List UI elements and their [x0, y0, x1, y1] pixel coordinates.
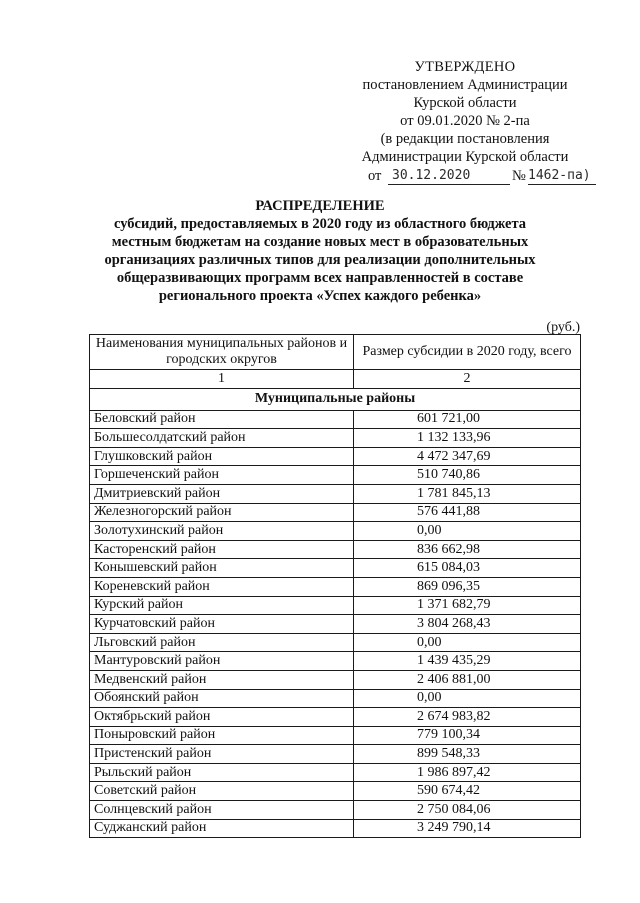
section-row [90, 388, 581, 410]
number-prefix: № [512, 168, 526, 184]
subsidy-amount-cell [354, 466, 581, 485]
approval-block [330, 58, 600, 187]
subsidy-amount: 615 084,03 [417, 560, 480, 576]
header-col-name: Наименования муниципальных районов и городских округов [90, 335, 354, 370]
table-header-row [90, 335, 581, 370]
subsidy-amount: 0,00 [417, 634, 442, 650]
subsidy-amount: 590 674,42 [417, 783, 480, 799]
district-name: Дмитриевский район [90, 484, 354, 503]
subtitle-line: общеразвивающих программ всех направленностей в составе [116, 270, 524, 286]
subsidy-amount: 2 406 881,00 [417, 671, 491, 687]
approval-line-5: Администрации Курской области [361, 149, 569, 165]
district-name: Медвенский район [90, 670, 354, 689]
subsidy-amount: 0,00 [417, 522, 442, 538]
subsidy-amount-cell [354, 429, 581, 448]
subtitle-line: субсидий, предоставляемых в 2020 году из областного бюджета [113, 216, 527, 232]
subsidy-amount: 576 441,88 [417, 504, 480, 520]
table-row [90, 763, 581, 782]
district-name: Мантуровский район [90, 652, 354, 671]
table-row [90, 540, 581, 559]
district-name: Курчатовский район [90, 615, 354, 634]
table-row [90, 670, 581, 689]
subsidy-amount-cell [354, 540, 581, 559]
district-name: Золотухинский район [90, 522, 354, 541]
subtitle-line: местным бюджетам на создание новых мест в образовательных [111, 234, 529, 250]
district-name: Курский район [90, 596, 354, 615]
table-row [90, 522, 581, 541]
district-name: Кореневский район [90, 577, 354, 596]
district-name: Касторенский район [90, 540, 354, 559]
district-name: Обоянский район [90, 689, 354, 708]
subsidy-amount-cell [354, 782, 581, 801]
subsidy-amount: 779 100,34 [417, 727, 480, 743]
distribution-table [89, 334, 581, 838]
district-name: Горшеченский район [90, 466, 354, 485]
district-name: Льговский район [90, 633, 354, 652]
district-name: Поныровский район [90, 726, 354, 745]
table-row [90, 410, 581, 429]
subsidy-amount: 869 096,35 [417, 578, 480, 594]
table-row [90, 782, 581, 801]
subsidy-amount: 2 674 983,82 [417, 708, 491, 724]
table-row [90, 429, 581, 448]
handwritten-number: 1462-па) [528, 168, 596, 185]
table-row [90, 652, 581, 671]
subsidy-amount: 836 662,98 [417, 541, 480, 557]
district-name: Глушковский район [90, 447, 354, 466]
subsidy-amount-cell [354, 819, 581, 838]
table-row [90, 484, 581, 503]
unit-label: (руб.) [546, 320, 580, 335]
subsidy-amount-cell [354, 726, 581, 745]
table-row [90, 819, 581, 838]
district-name: Солнцевский район [90, 801, 354, 820]
subsidy-amount-cell [354, 410, 581, 429]
subsidy-amount-cell [354, 652, 581, 671]
subsidy-amount-cell [354, 801, 581, 820]
approval-title: УТВЕРЖДЕНО [414, 59, 516, 75]
approval-line-4: (в редакции постановления [380, 131, 550, 147]
table-row [90, 503, 581, 522]
date-prefix: от [368, 168, 382, 184]
subsidy-amount-cell [354, 763, 581, 782]
subsidy-amount: 510 740,86 [417, 467, 480, 483]
district-name: Большесолдатский район [90, 429, 354, 448]
subsidy-amount: 3 249 790,14 [417, 820, 491, 836]
subtitle-line: регионального проекта «Успех каждого ребенка» [158, 288, 482, 304]
subsidy-amount-cell [354, 559, 581, 578]
subsidy-amount: 899 548,33 [417, 746, 480, 762]
district-name: Беловский район [90, 410, 354, 429]
subsidy-amount: 3 804 268,43 [417, 615, 491, 631]
subsidy-amount-cell [354, 689, 581, 708]
district-name: Октябрьский район [90, 708, 354, 727]
table-row [90, 577, 581, 596]
subsidy-amount: 1 371 682,79 [417, 597, 491, 613]
subsidy-amount: 2 750 084,06 [417, 801, 491, 817]
table-row [90, 708, 581, 727]
handwritten-date: 30.12.2020 [388, 168, 510, 185]
subsidy-amount-cell [354, 577, 581, 596]
subsidy-amount-cell [354, 633, 581, 652]
approval-date-line [330, 167, 600, 187]
table-index-row [90, 370, 581, 389]
index-col-1: 1 [90, 370, 354, 389]
table-row [90, 447, 581, 466]
district-name: Пристенский район [90, 745, 354, 764]
district-name: Конышевский район [90, 559, 354, 578]
table-row [90, 689, 581, 708]
subsidy-amount: 1 986 897,42 [417, 764, 491, 780]
subsidy-amount-cell [354, 503, 581, 522]
subsidy-amount-cell [354, 745, 581, 764]
document-subtitle [60, 215, 580, 305]
table-row [90, 726, 581, 745]
subsidy-amount: 1 132 133,96 [417, 429, 491, 445]
subsidy-amount-cell [354, 670, 581, 689]
table-row [90, 466, 581, 485]
table-row [90, 633, 581, 652]
subsidy-amount-cell [354, 708, 581, 727]
approval-line-1: постановлением Администрации [362, 77, 568, 93]
table-row [90, 596, 581, 615]
table-row [90, 615, 581, 634]
table-row [90, 559, 581, 578]
subsidy-amount-cell [354, 447, 581, 466]
subsidy-amount-cell [354, 615, 581, 634]
header-col-amount: Размер субсидии в 2020 году, всего [354, 335, 581, 370]
index-col-2: 2 [354, 370, 581, 389]
subsidy-amount: 1 781 845,13 [417, 485, 491, 501]
subsidy-amount: 601 721,00 [417, 411, 480, 427]
subsidy-amount-cell [354, 596, 581, 615]
approval-line-3: от 09.01.2020 № 2-па [400, 113, 530, 129]
table-row [90, 745, 581, 764]
document-title: РАСПРЕДЕЛЕНИЕ [255, 198, 385, 214]
section-title: Муниципальные районы [90, 388, 581, 410]
subsidy-amount: 4 472 347,69 [417, 448, 491, 464]
table-row [90, 801, 581, 820]
district-name: Советский район [90, 782, 354, 801]
subsidy-amount-cell [354, 484, 581, 503]
subsidy-amount: 1 439 435,29 [417, 653, 491, 669]
subsidy-amount-cell [354, 522, 581, 541]
district-name: Железногорский район [90, 503, 354, 522]
district-name: Суджанский район [90, 819, 354, 838]
document-title-block [60, 197, 580, 305]
subsidy-amount: 0,00 [417, 690, 442, 706]
subtitle-line: организациях различных типов для реализации дополнительных [104, 252, 536, 268]
approval-line-2: Курской области [413, 95, 517, 111]
district-name: Рыльский район [90, 763, 354, 782]
